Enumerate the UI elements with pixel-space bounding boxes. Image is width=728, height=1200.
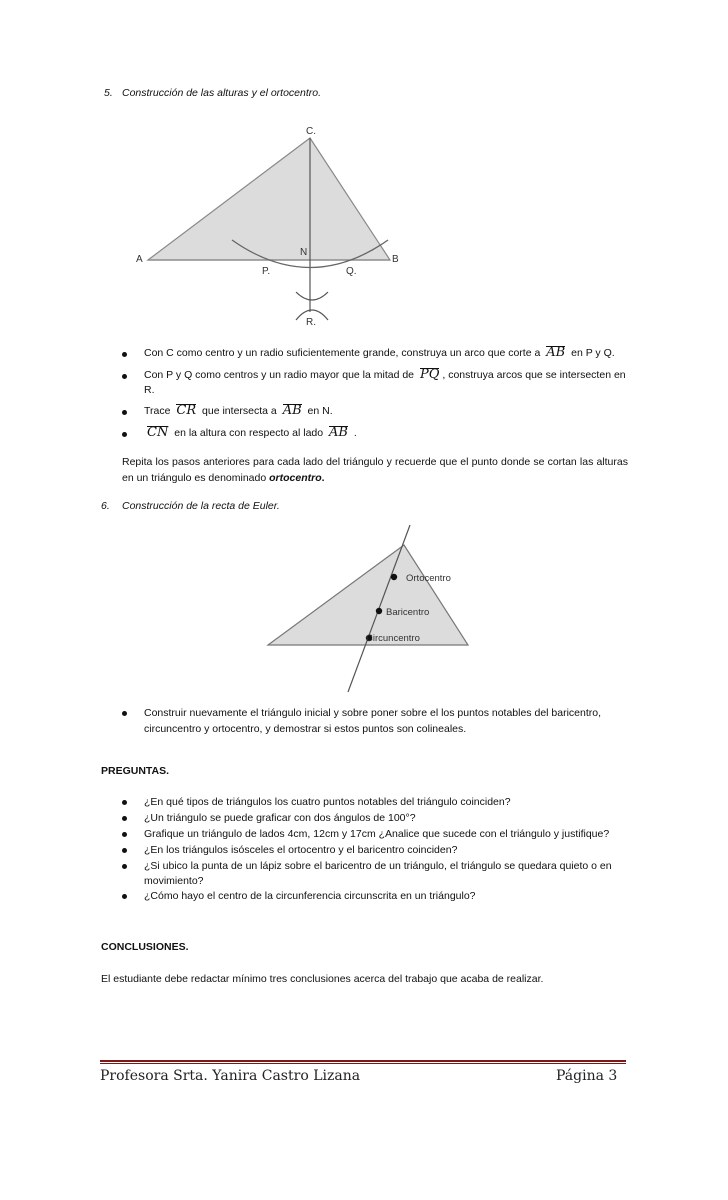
section-5-title: Construcción de las alturas y el ortocentro. [122, 87, 322, 99]
label-r: R. [306, 317, 316, 328]
ortocentro-label: Ortocentro [406, 573, 451, 584]
altitude-construction-figure [120, 120, 410, 330]
circuncentro-label: Circuncentro [366, 633, 420, 644]
label-a: A [136, 254, 143, 265]
bullet-dot [122, 848, 127, 853]
bullet-4: CN en la altura con respecto al lado AB . [147, 425, 357, 440]
footer-rule [100, 1060, 626, 1062]
bullet-dot [122, 352, 127, 357]
label-n: N [300, 247, 308, 258]
label-q: Q. [346, 266, 357, 277]
bullet-dot [122, 894, 127, 899]
footer-page-number: Página 3 [556, 1068, 618, 1084]
label-c: C. [306, 126, 316, 137]
pregunta-4: ¿En los triángulos isósceles el ortocentro y el baricentro coinciden? [144, 844, 458, 856]
label-p: P. [262, 266, 271, 277]
conclusiones-heading: CONCLUSIONES. [101, 941, 189, 953]
section-6-number: 6. [101, 500, 110, 512]
arc-r-upper [296, 292, 328, 300]
pregunta-6: ¿Cómo hayo el centro de la circunferencia circunscrita en un triángulo? [144, 890, 476, 902]
label-b: B [392, 254, 399, 265]
footer-rule-thin [100, 1063, 626, 1064]
pregunta-2: ¿Un triángulo se puede graficar con dos ángulos de 100°? [144, 812, 416, 824]
bullet-dot [122, 711, 127, 716]
section-6-title: Construcción de la recta de Euler. [122, 500, 280, 512]
bullet-1: Con C como centro y un radio suficientemente grande, construya un arco que corte a AB en P y Q. [144, 345, 615, 360]
pregunta-3: Grafique un triángulo de lados 4cm, 12cm y 17cm ¿Analice que sucede con el triángulo y justifique? [144, 828, 610, 840]
euler-triangle [268, 545, 468, 645]
baricentro-label: Baricentro [386, 607, 430, 618]
euler-bullet: Construir nuevamente el triángulo inicial y sobre poner sobre el los puntos notables del baricentro, circuncentro y ortocentro, y demostrar si estos puntos son colineales. [144, 707, 602, 735]
baricentro-point [376, 608, 382, 614]
bullet-dot [122, 432, 127, 437]
section-5-number: 5. [104, 87, 113, 99]
ortocentro-point [391, 574, 397, 580]
bullet-2: Con P y Q como centros y un radio mayor que la mitad de PQ , construya arcos que se intersecten en R. [144, 367, 626, 396]
triangle-abc [148, 138, 390, 260]
ortocentro-paragraph: Repita los pasos anteriores para cada lado del triángulo y recuerde que el punto donde se cortan las alturas en un triángulo es denominado ortocentro. [122, 456, 628, 484]
pregunta-1: ¿En qué tipos de triángulos los cuatro puntos notables del triángulo coinciden? [144, 796, 511, 808]
bullet-3: Trace CR que intersecta a AB en N. [144, 403, 333, 418]
bullet-dot [122, 800, 127, 805]
euler-line-figure [260, 520, 480, 700]
bullet-dot [122, 410, 127, 415]
bullet-dot [122, 832, 127, 837]
preguntas-heading: PREGUNTAS. [101, 765, 170, 777]
conclusiones-text: El estudiante debe redactar mínimo tres conclusiones acerca del trabajo que acaba de realizar. [101, 973, 544, 985]
footer-author: Profesora Srta. Yanira Castro Lizana [100, 1068, 361, 1084]
pregunta-5: ¿Si ubico la punta de un lápiz sobre el baricentro de un triángulo, el triángulo se quedara quieto o en movimiento? [144, 860, 612, 887]
bullet-dot [122, 816, 127, 821]
bullet-dot [122, 374, 127, 379]
bullet-dot [122, 864, 127, 869]
